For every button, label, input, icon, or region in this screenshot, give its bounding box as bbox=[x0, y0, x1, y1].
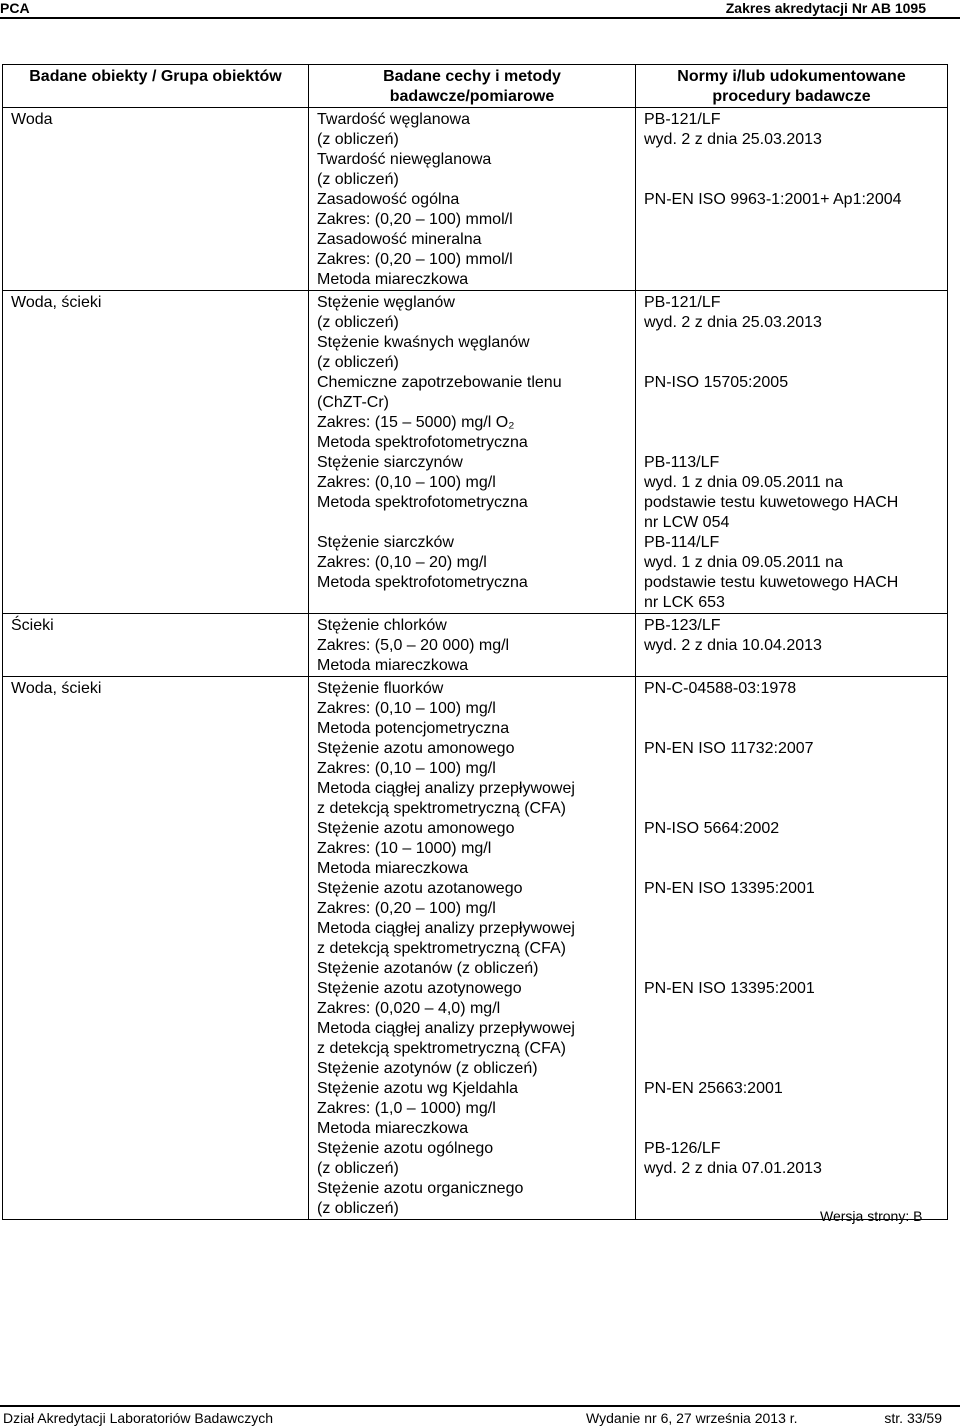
method-line: Stężenie azotu amonowego bbox=[317, 740, 515, 757]
method-line: Zakres: (0,10 – 100) mg/l bbox=[317, 700, 496, 717]
norm-line: wyd. 2 z dnia 25.03.2013 bbox=[644, 131, 822, 148]
methods-cell bbox=[309, 614, 636, 677]
norm-line bbox=[644, 333, 943, 353]
norm-line: nr LCK 653 bbox=[644, 594, 725, 611]
method-line: Chemiczne zapotrzebowanie tlenu bbox=[317, 374, 562, 391]
object-cell: Ścieki bbox=[3, 614, 309, 677]
method-line: Zakres: (0,020 – 4,0) mg/l bbox=[317, 1000, 501, 1017]
method-line: (z obliczeń) bbox=[317, 1200, 399, 1217]
method-line: (z obliczeń) bbox=[317, 314, 399, 331]
method-line: Stężenie siarczków bbox=[317, 534, 454, 551]
method-line: Stężenie azotu amonowego bbox=[317, 820, 515, 837]
footer-edition: Wydanie nr 6, 27 września 2013 r. bbox=[586, 1410, 798, 1426]
method-line: Stężenie chlorków bbox=[317, 617, 447, 634]
header-org: PCA bbox=[0, 0, 30, 16]
norm-line: PB-121/LF bbox=[644, 294, 721, 311]
norm-line bbox=[644, 413, 943, 433]
method-line: Zakres: (15 – 5000) mg/l O₂ bbox=[317, 414, 515, 431]
norm-line bbox=[644, 393, 943, 413]
norm-line: podstawie testu kuwetowego HACH bbox=[644, 574, 899, 591]
method-line: Zakres: (5,0 – 20 000) mg/l bbox=[317, 637, 510, 654]
object-cell: Woda bbox=[3, 108, 309, 291]
norms-cell bbox=[636, 108, 948, 291]
method-line: Metoda spektrofotometryczna bbox=[317, 494, 528, 511]
norm-line bbox=[644, 719, 943, 739]
footer-department: Dział Akredytacji Laboratoriów Badawczych bbox=[3, 1410, 274, 1426]
table-header-row bbox=[3, 65, 948, 108]
norm-line bbox=[644, 1099, 943, 1119]
method-line: Stężenie azotu azotynowego bbox=[317, 980, 522, 997]
method-line: Stężenie siarczynów bbox=[317, 454, 463, 471]
norm-line bbox=[644, 919, 943, 939]
norm-line: PN-EN ISO 9963-1:2001+ Ap1:2004 bbox=[644, 191, 902, 208]
norm-line: PN-EN 25663:2001 bbox=[644, 1080, 783, 1097]
page-version: Wersja strony: B bbox=[820, 1208, 923, 1224]
method-line: Zakres: (10 – 1000) mg/l bbox=[317, 840, 492, 857]
norm-line: PB-123/LF bbox=[644, 617, 721, 634]
method-line: Metoda miareczkowa bbox=[317, 860, 469, 877]
method-line: z detekcją spektrometryczną (CFA) bbox=[317, 940, 566, 957]
table-row bbox=[3, 291, 948, 614]
method-line: Metoda miareczkowa bbox=[317, 1120, 469, 1137]
method-line: (z obliczeń) bbox=[317, 131, 399, 148]
methods-cell bbox=[309, 677, 636, 1220]
norm-line: PB-114/LF bbox=[644, 534, 720, 551]
method-line: Zakres: (0,20 – 100) mmol/l bbox=[317, 211, 513, 228]
method-line: Stężenie azotu azotanowego bbox=[317, 880, 523, 897]
norm-line bbox=[644, 839, 943, 859]
norm-line bbox=[644, 433, 943, 453]
norm-line: PN-C-04588-03:1978 bbox=[644, 680, 797, 697]
method-line: Stężenie azotu wg Kjeldahla bbox=[317, 1080, 519, 1097]
method-line: Stężenie azotanów (z obliczeń) bbox=[317, 960, 539, 977]
norm-line bbox=[644, 1039, 943, 1059]
norm-line: PN-ISO 15705:2005 bbox=[644, 374, 789, 391]
norm-line: PN-ISO 5664:2002 bbox=[644, 820, 780, 837]
method-line: Metoda miareczkowa bbox=[317, 657, 469, 674]
header-title: Zakres akredytacji Nr AB 1095 bbox=[725, 0, 926, 16]
method-line: Zakres: (0,20 – 100) mmol/l bbox=[317, 251, 513, 268]
norm-line bbox=[644, 170, 943, 190]
method-line: Stężenie kwaśnych węglanów bbox=[317, 334, 530, 351]
method-line bbox=[317, 513, 631, 533]
norm-line: PB-126/LF bbox=[644, 1140, 721, 1157]
method-line: (z obliczeń) bbox=[317, 1160, 399, 1177]
method-line: z detekcją spektrometryczną (CFA) bbox=[317, 1040, 566, 1057]
norm-line: wyd. 2 z dnia 07.01.2013 bbox=[644, 1160, 822, 1177]
method-line: Stężenie azotu ogólnego bbox=[317, 1140, 494, 1157]
method-line: Zasadowość mineralna bbox=[317, 231, 482, 248]
method-line: Zakres: (0,10 – 100) mg/l bbox=[317, 474, 496, 491]
method-line: Metoda miareczkowa bbox=[317, 271, 469, 288]
norm-line: PB-121/LF bbox=[644, 111, 721, 128]
method-line: z detekcją spektrometryczną (CFA) bbox=[317, 800, 566, 817]
method-line: Zakres: (0,10 – 20) mg/l bbox=[317, 554, 487, 571]
method-line: Zakres: (0,10 – 100) mg/l bbox=[317, 760, 496, 777]
norm-line: PB-113/LF bbox=[644, 454, 720, 471]
norm-line bbox=[644, 1019, 943, 1039]
norm-line: podstawie testu kuwetowego HACH bbox=[644, 494, 899, 511]
column-header-norms: Normy i/lub udokumentowane procedury badawcze bbox=[636, 65, 948, 108]
column-header-methods: Badane cechy i metody badawcze/pomiarowe bbox=[309, 65, 636, 108]
norm-line bbox=[644, 939, 943, 959]
object-cell: Woda, ścieki bbox=[3, 677, 309, 1220]
norms-cell bbox=[636, 614, 948, 677]
method-line: Metoda potencjometryczna bbox=[317, 720, 510, 737]
norm-line bbox=[644, 999, 943, 1019]
method-line: Twardość niewęglanowa bbox=[317, 151, 492, 168]
norm-line: PN-EN ISO 13395:2001 bbox=[644, 880, 815, 897]
norm-line bbox=[644, 353, 943, 373]
method-line: Zakres: (1,0 – 1000) mg/l bbox=[317, 1100, 496, 1117]
method-line: Stężenie azotynów (z obliczeń) bbox=[317, 1060, 538, 1077]
norm-line: wyd. 2 z dnia 10.04.2013 bbox=[644, 637, 822, 654]
method-line: Twardość węglanowa bbox=[317, 111, 470, 128]
norm-line bbox=[644, 799, 943, 819]
table-row bbox=[3, 108, 948, 291]
object-cell: Woda, ścieki bbox=[3, 291, 309, 614]
method-line: Metoda ciągłej analizy przepływowej bbox=[317, 780, 575, 797]
method-line: Metoda ciągłej analizy przepływowej bbox=[317, 920, 575, 937]
table-row bbox=[3, 677, 948, 1220]
norms-cell bbox=[636, 291, 948, 614]
norms-cell bbox=[636, 677, 948, 1220]
page-header bbox=[0, 0, 960, 19]
norm-line bbox=[644, 899, 943, 919]
method-line: (z obliczeń) bbox=[317, 171, 399, 188]
table-row bbox=[3, 614, 948, 677]
page-footer bbox=[0, 1405, 960, 1427]
method-line: Stężenie fluorków bbox=[317, 680, 444, 697]
method-line: (z obliczeń) bbox=[317, 354, 399, 371]
method-line: Metoda spektrofotometryczna bbox=[317, 434, 528, 451]
norm-line bbox=[644, 859, 943, 879]
methods-cell bbox=[309, 291, 636, 614]
method-line: Stężenie węglanów bbox=[317, 294, 455, 311]
column-header-objects: Badane obiekty / Grupa obiektów bbox=[3, 65, 309, 108]
method-line: Metoda spektrofotometryczna bbox=[317, 574, 528, 591]
norm-line: wyd. 2 z dnia 25.03.2013 bbox=[644, 314, 822, 331]
method-line: Zakres: (0,20 – 100) mg/l bbox=[317, 900, 496, 917]
method-line: Metoda ciągłej analizy przepływowej bbox=[317, 1020, 575, 1037]
norm-line bbox=[644, 1119, 943, 1139]
footer-page-number: str. 33/59 bbox=[884, 1410, 942, 1426]
method-line: (ChZT-Cr) bbox=[317, 394, 389, 411]
norm-line: wyd. 1 z dnia 09.05.2011 na bbox=[644, 474, 843, 491]
method-line: Zasadowość ogólna bbox=[317, 191, 460, 208]
norm-line: wyd. 1 z dnia 09.05.2011 na bbox=[644, 554, 843, 571]
norm-line bbox=[644, 759, 943, 779]
norm-line bbox=[644, 779, 943, 799]
norm-line: PN-EN ISO 11732:2007 bbox=[644, 740, 814, 757]
norm-line bbox=[644, 1059, 943, 1079]
accreditation-table bbox=[2, 64, 948, 1220]
norm-line: nr LCW 054 bbox=[644, 514, 730, 531]
norm-line: PN-EN ISO 13395:2001 bbox=[644, 980, 815, 997]
methods-cell bbox=[309, 108, 636, 291]
norm-line bbox=[644, 150, 943, 170]
norm-line bbox=[644, 959, 943, 979]
norm-line bbox=[644, 699, 943, 719]
method-line: Stężenie azotu organicznego bbox=[317, 1180, 524, 1197]
